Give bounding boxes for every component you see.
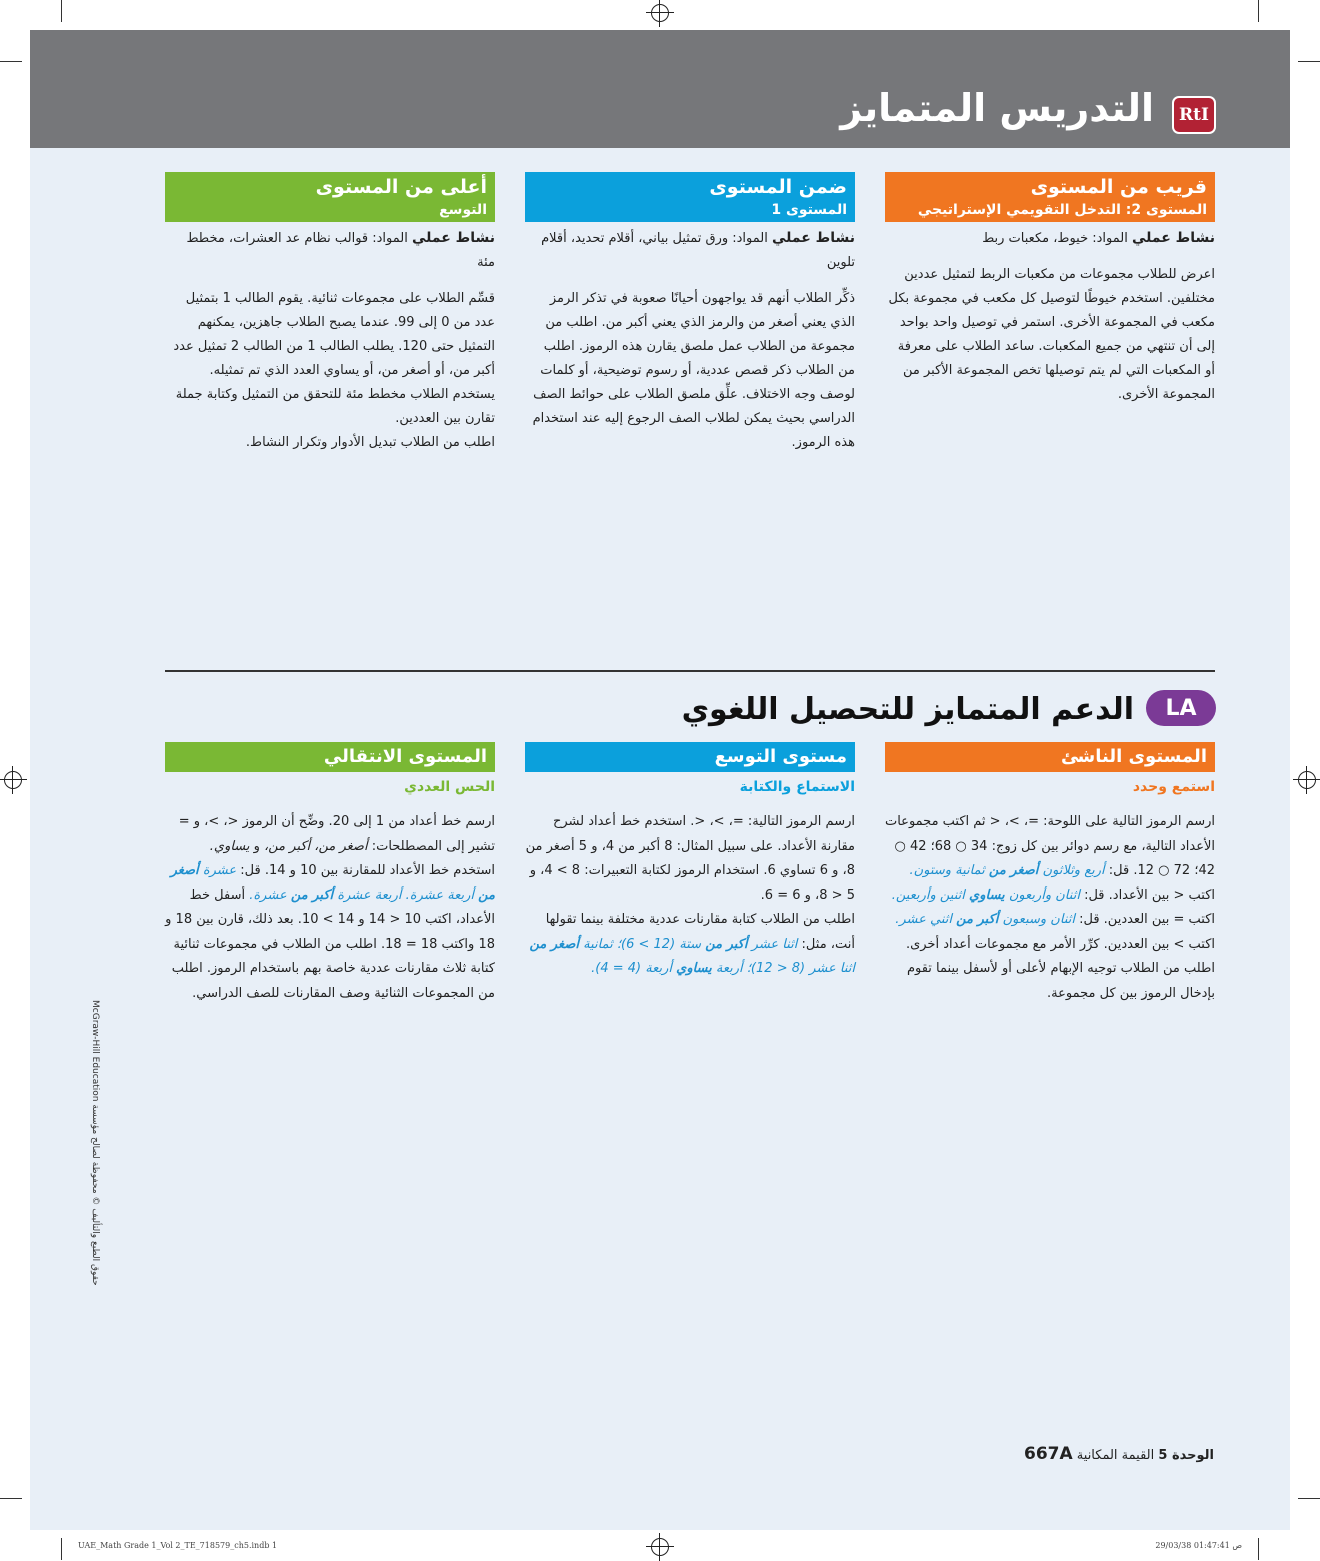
column-title: مستوى التوسع [525, 742, 855, 772]
la-column-bridging [165, 742, 495, 1006]
activity-paragraph: اعرض للطلاب مجموعات من مكعبات الربط لتمثيل عددين مختلفين. استخدم خيوطًا لتوصيل كل مكعب في مجموعة بكل مكعب في المجموعة الأخرى. استمر في توصيل واحد بواحد إلى أن تنتهي من جميع المكعبات. ساعد الطلاب على معرفة أو المكعبات التي لم يتم توصيلها تخص المجموعة الأكبر من المجموعة الأخرى. [888, 267, 1215, 402]
italic-text: أصغر من، أكبر من، [264, 838, 368, 854]
page-number: 667A [1024, 1444, 1073, 1464]
column-title: المستوى الناشئ [885, 742, 1215, 772]
column-subtitle: المستوى 2: التدخل التقويمي الإستراتيجي [917, 202, 1207, 218]
materials: المواد: خيوط، مكعبات ربط [982, 231, 1128, 246]
activity-label: نشاط عملي [411, 230, 495, 246]
bold-term: أصغر من [170, 863, 495, 903]
rti-column-on-level [525, 172, 855, 455]
text-run: اكتب < بين الأعداد. قل: [1079, 887, 1215, 903]
print-slug: UAE_Math Grade 1_Vol 2_TE_718579_ch5.indb 1 [78, 1541, 278, 1550]
text-run: اكتب = بين العددين. قل: [1074, 912, 1215, 927]
text-run: ارسم الرموز التالية على اللوحة: =، >، < ثم اكتب مجموعات الأعداد التالية، مع رسم دوائر بين كل زوج: 34 ○ 68؛ 42 ○ 42؛ 72 ○ 12. قل: [884, 814, 1215, 878]
registration-mark-icon [1298, 771, 1316, 789]
column-title: المستوى الانتقالي [165, 742, 495, 772]
bold-term: يساوي [676, 961, 712, 976]
column-header [525, 172, 855, 222]
materials: المواد: قوالب نظام عد العشرات، مخطط مئة [186, 231, 495, 270]
rti-column-approaching [885, 172, 1215, 407]
text-run: اكتب > بين العددين. كرِّر الأمر مع مجموعات أعداد أخرى. اطلب من الطلاب توجيه الإبهام لأعلى أو لأسفل بينما تقوم بإدخال الرموز بين كل مجموعة. [905, 936, 1215, 1001]
activity-paragraph [165, 810, 495, 1006]
bold-term: أكبر من [705, 936, 748, 952]
text-run: و [249, 838, 265, 854]
la-column-expanding [525, 742, 855, 982]
column-title: ضمن المستوى [709, 176, 847, 198]
registration-mark-icon [4, 771, 22, 789]
crop-mark [1298, 1498, 1320, 1499]
text-run: اطلب من الطلاب كتابة مقارنات عددية مختلفة بينما تقولها أنت، مثل: [545, 912, 855, 952]
activity-label: نشاط عملي [1131, 230, 1215, 246]
bold-term: أصغر من [988, 863, 1039, 878]
italic-text: عشرة. [249, 887, 287, 903]
rti-column-beyond-level [165, 172, 495, 455]
italic-text: أربع وثلاثون [1042, 863, 1105, 878]
materials: المواد: ورق تمثيل بياني، أقلام تحديد، أقلام تلوين [541, 231, 855, 270]
activity-label: نشاط عملي [771, 230, 855, 246]
activity-paragraph [525, 908, 855, 982]
copyright-notice: حقوق الطبع والتأليف © محفوظة لصالح مؤسسة McGraw-Hill Education [90, 1000, 100, 1286]
crop-mark [61, 0, 62, 22]
print-slug-date: 29/03/38 01:47:41 ص [1155, 1541, 1242, 1550]
unit-name: القيمة المكانية [1076, 1448, 1155, 1463]
italic-text: أربعة عشرة. أربعة عشرة [337, 887, 474, 903]
italic-text: ستة (12 > 6)؛ ثمانية [583, 936, 702, 952]
bold-term: أكبر من [290, 887, 334, 903]
activity-line [525, 226, 855, 275]
activity-paragraph: ارسم الرموز التالية: =، >، <. استخدم خط أعداد لشرح مقارنة الأعداد. على سبيل المثال: 8 أكبر من 4، و 5 أصغر من 8، و 6 تساوي 6. استخدام الرموز لكتابة التعبيرات: 8 > 4، و 5 < 8، و 6 = 6. [525, 814, 855, 903]
column-header [885, 172, 1215, 222]
italic-text: اثنان وأربعون [1008, 887, 1080, 903]
la-badge-icon: LA [1146, 690, 1216, 726]
bold-term: أكبر من [956, 912, 999, 927]
rti-badge-icon: RtI [1172, 96, 1216, 134]
column-subtitle: استمع وحدد [1132, 779, 1215, 795]
section-divider [165, 670, 1215, 672]
crop-mark [0, 1498, 22, 1499]
activity-paragraph: اطلب من الطلاب تبديل الأدوار وتكرار النشاط. [245, 435, 495, 450]
column-title: قريب من المستوى [1030, 176, 1207, 198]
italic-text: عشرة [202, 863, 237, 878]
crop-mark [1258, 1538, 1259, 1560]
crop-mark [1258, 0, 1259, 22]
activity-line [165, 226, 495, 275]
registration-mark-icon [651, 4, 669, 22]
page-title: التدريس المتمايز [840, 86, 1154, 130]
crop-mark [61, 1538, 62, 1560]
crop-mark [0, 61, 22, 62]
column-subtitle: التوسع [439, 202, 487, 218]
italic-text: اثنا عشر (8 < 12)؛ أربعة [715, 961, 855, 976]
page-footer [996, 1444, 1214, 1464]
column-subtitle: الحس العددي [404, 779, 495, 795]
bold-term: أصغر من [529, 936, 579, 952]
unit-label: الوحدة 5 [1158, 1448, 1214, 1463]
activity-paragraph [885, 810, 1215, 1006]
text-run: ارسم خط أعداد من 1 إلى 20. وضِّح أن الرموز <، >، و = تشير إلى المصطلحات: [178, 814, 495, 854]
activity-paragraph: قسِّم الطلاب على مجموعات ثنائية. يقوم الطالب 1 بتمثيل عدد من 0 إلى 99. عندما يصبح الطلاب جاهزين، يمكنهم التمثيل حتى 120. يطلب الطالب 1 من الطالب 2 تمثيل عدد أكبر من، أو أصغر من، أو يساوي العدد الذي تم تمثيله. يستخدم الطلاب مخطط مئة للتحقق من التمثيل وكتابة جملة تقارن بين العددين. [173, 291, 495, 426]
text-run: استخدم خط الأعداد للمقارنة بين 10 و 14. قل: [236, 863, 495, 878]
activity-paragraph: ذكِّر الطلاب أنهم قد يواجهون أحيانًا صعوبة في تذكر الرمز الذي يعني أصغر من والرمز الذي يعني أكبر من. اطلب من مجموعة من الطلاب عمل ملصق يقارن هذه الرموز. اطلب من الطلاب ذكر قصص عددية، أو رسوم توضيحية، أو كلمات لوصف وجه الاختلاف. علِّق ملصق الطلاب على حوائط الصف الدراسي بحيث يمكن لطلاب الصف الرجوع إليه عند استخدام هذه الرموز. [532, 291, 855, 450]
italic-text: أربعة (4 = 4). [591, 961, 672, 976]
italic-text: ثمانية وستون. [909, 863, 985, 878]
text-run: أسفل خط الأعداد، اكتب 10 < 14 و 14 > 10. بعد ذلك، قارن بين 18 و 18 واكتب 18 = 18. اطلب من الطلاب في مجموعات ثنائية كتابة ثلاث مقارنات عددية خاصة بهم باستخدام الرموز. اطلب من المجموعات الثنائية وصف المقارنات للصف الدراسي. [165, 887, 495, 1001]
column-subtitle: المستوى 1 [771, 202, 847, 218]
italic-text: اثنا عشر [751, 936, 798, 952]
italic-text: يساوي. [209, 838, 250, 854]
column-header [165, 172, 495, 222]
italic-text: اثنين وأربعين. [891, 887, 965, 903]
la-column-emerging [885, 742, 1215, 1006]
registration-mark-icon [651, 1538, 669, 1556]
italic-text: اثنان وسبعون [1002, 912, 1075, 927]
column-title: أعلى من المستوى [315, 176, 487, 198]
column-subtitle: الاستماع والكتابة [739, 779, 855, 795]
crop-mark [1298, 61, 1320, 62]
italic-text: اثني عشر. [895, 912, 952, 927]
activity-line [885, 226, 1215, 251]
section-title: الدعم المتمايز للتحصيل اللغوي [681, 692, 1134, 727]
bold-term: يساوي [969, 887, 1005, 903]
